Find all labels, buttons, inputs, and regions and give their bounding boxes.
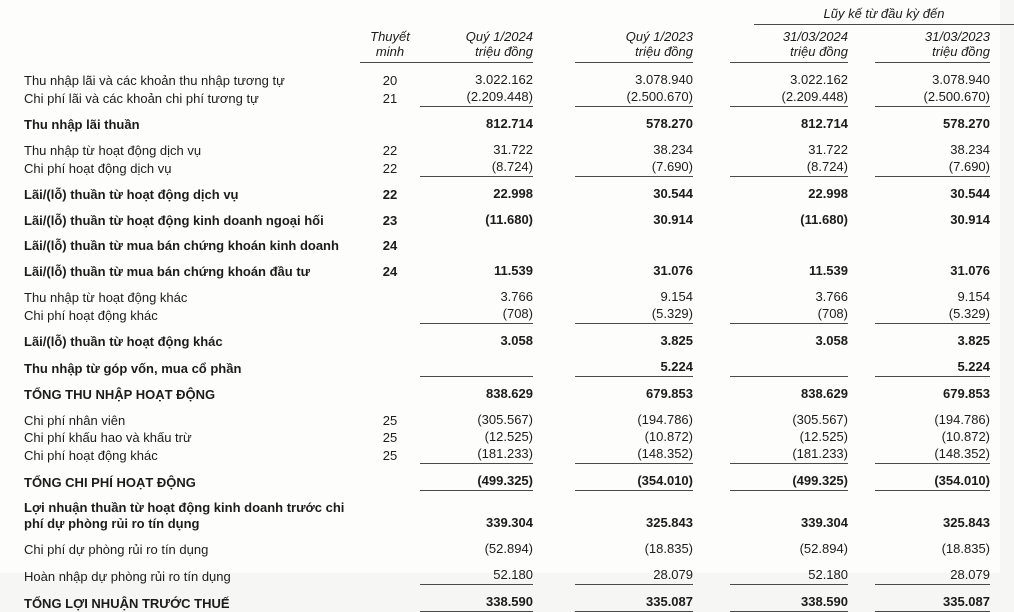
table-row bbox=[24, 386, 990, 403]
row-value-31-03-2023: 30.914 bbox=[950, 212, 990, 227]
table-row bbox=[24, 446, 990, 464]
row-note: 25 bbox=[382, 430, 398, 445]
row-value-31-03-2024: (12.525) bbox=[799, 429, 848, 444]
row-value-31-03-2024: 339.304 bbox=[801, 515, 848, 530]
table-row bbox=[24, 116, 990, 133]
row-value-q1-2024 bbox=[420, 375, 533, 377]
table-row bbox=[24, 359, 990, 377]
row-label: Lãi/(lỗ) thuần từ mua bán chứng khoán đầu tư bbox=[24, 264, 311, 279]
row-value-q1-2023 bbox=[575, 253, 693, 254]
row-value-31-03-2024: (2.209.448) bbox=[730, 89, 848, 107]
row-note: 25 bbox=[382, 448, 398, 463]
row-value-31-03-2024: 3.766 bbox=[815, 289, 848, 304]
row-value-31-03-2024: 52.180 bbox=[730, 567, 848, 585]
row-value-31-03-2024: 812.714 bbox=[801, 116, 848, 131]
row-label: TỔNG LỢI NHUẬN TRƯỚC THUẾ bbox=[24, 596, 230, 611]
row-label: Thu nhập từ hoạt động dịch vụ bbox=[24, 143, 202, 158]
row-note: 20 bbox=[382, 73, 398, 88]
column-unit: triệu đồng bbox=[475, 44, 533, 59]
row-note: 22 bbox=[382, 143, 398, 158]
table-row bbox=[24, 72, 990, 89]
row-value-31-03-2024: 3.022.162 bbox=[790, 72, 848, 87]
row-label: Thu nhập lãi thuần bbox=[24, 117, 140, 132]
row-value-31-03-2024: (499.325) bbox=[730, 473, 848, 491]
table-row bbox=[24, 500, 990, 532]
row-value-q1-2023: (194.786) bbox=[637, 412, 693, 427]
column-title: Quý 1/2023 bbox=[625, 29, 693, 44]
row-label: Lãi/(lỗ) thuần từ hoạt động khác bbox=[24, 334, 223, 349]
row-value-31-03-2023: 325.843 bbox=[943, 515, 990, 530]
row-note: 21 bbox=[382, 91, 398, 106]
row-value-q1-2024: 339.304 bbox=[486, 515, 533, 530]
table-row bbox=[24, 212, 990, 229]
row-value-q1-2023: 30.544 bbox=[653, 186, 693, 201]
row-value-31-03-2024 bbox=[730, 253, 848, 254]
row-value-31-03-2023: (2.500.670) bbox=[875, 89, 990, 107]
row-label: Thu nhập lãi và các khoản thu nhập tương tự bbox=[24, 73, 285, 88]
row-value-q1-2024: (52.894) bbox=[484, 541, 533, 556]
row-value-31-03-2024: 22.998 bbox=[808, 186, 848, 201]
row-value-31-03-2024: (708) bbox=[730, 306, 848, 324]
row-label: Chi phí nhân viên bbox=[24, 413, 126, 428]
table-row bbox=[24, 159, 990, 177]
row-value-q1-2024: (11.680) bbox=[485, 212, 533, 227]
header-spacer bbox=[24, 6, 754, 25]
row-note: 25 bbox=[382, 413, 398, 428]
table-row bbox=[24, 238, 990, 254]
row-note: 24 bbox=[382, 264, 398, 279]
row-label: Chi phí hoạt động dịch vụ bbox=[24, 161, 172, 176]
row-value-q1-2023: (10.872) bbox=[644, 429, 693, 444]
row-value-q1-2023: 3.825 bbox=[660, 333, 693, 348]
row-value-31-03-2024: (8.724) bbox=[730, 159, 848, 177]
row-label: Chi phí khấu hao và khấu trừ bbox=[24, 430, 192, 445]
row-value-q1-2024: (708) bbox=[420, 306, 533, 324]
row-label: Chi phí dự phòng rủi ro tín dụng bbox=[24, 542, 209, 557]
row-value-q1-2023: (18.835) bbox=[644, 541, 693, 556]
row-value-31-03-2024: (11.680) bbox=[800, 212, 848, 227]
row-value-q1-2024: 338.590 bbox=[420, 594, 533, 612]
row-label: Lãi/(lỗ) thuần từ hoạt động dịch vụ bbox=[24, 187, 239, 202]
column-title: 31/03/2024 bbox=[782, 29, 848, 44]
table-row bbox=[24, 541, 990, 558]
row-value-31-03-2023: 31.076 bbox=[950, 263, 990, 278]
table-row bbox=[24, 429, 990, 446]
column-header-q1-2023 bbox=[575, 29, 693, 63]
row-label: Chi phí hoạt động khác bbox=[24, 308, 158, 323]
row-value-q1-2024: 52.180 bbox=[420, 567, 533, 585]
table-row bbox=[24, 89, 990, 107]
row-value-31-03-2023: 28.079 bbox=[875, 567, 990, 585]
row-value-q1-2024: 838.629 bbox=[486, 386, 533, 401]
table-row bbox=[24, 306, 990, 324]
row-value-q1-2023: (5.329) bbox=[575, 306, 693, 324]
row-label: Chi phí lãi và các khoản chi phí tương tự bbox=[24, 91, 259, 106]
column-title: Quý 1/2024 bbox=[465, 29, 533, 44]
row-value-q1-2023: 38.234 bbox=[653, 142, 693, 157]
row-value-31-03-2023: (194.786) bbox=[934, 412, 990, 427]
row-label: Thu nhập từ góp vốn, mua cổ phần bbox=[24, 361, 242, 376]
row-value-31-03-2023: 335.087 bbox=[875, 594, 990, 612]
row-value-q1-2023: (7.690) bbox=[575, 159, 693, 177]
row-value-31-03-2023: (18.835) bbox=[941, 541, 990, 556]
row-value-q1-2024: (305.567) bbox=[477, 412, 533, 427]
row-value-q1-2024: 812.714 bbox=[486, 116, 533, 131]
table-row bbox=[24, 186, 990, 203]
row-label: Lợi nhuận thuần từ hoạt động kinh doanh trước chi phí dự phòng rủi ro tín dụng bbox=[24, 500, 345, 531]
row-value-q1-2023: 30.914 bbox=[653, 212, 693, 227]
column-unit: triệu đồng bbox=[932, 44, 990, 59]
table-row bbox=[24, 594, 990, 612]
row-label: Lãi/(lỗ) thuần từ mua bán chứng khoán kinh doanh bbox=[24, 238, 339, 253]
row-label: Hoàn nhập dự phòng rủi ro tín dụng bbox=[24, 569, 231, 584]
row-value-q1-2023: (354.010) bbox=[575, 473, 693, 491]
row-value-31-03-2023: 5.224 bbox=[875, 359, 990, 377]
row-value-q1-2023: 325.843 bbox=[646, 515, 693, 530]
row-value-31-03-2023: 30.544 bbox=[950, 186, 990, 201]
row-value-31-03-2024: 3.058 bbox=[815, 333, 848, 348]
row-note: 22 bbox=[382, 187, 398, 202]
row-value-31-03-2023: (354.010) bbox=[875, 473, 990, 491]
row-value-q1-2023: 5.224 bbox=[575, 359, 693, 377]
row-value-q1-2023: 578.270 bbox=[646, 116, 693, 131]
row-value-31-03-2023: 38.234 bbox=[950, 142, 990, 157]
row-value-q1-2024: (181.233) bbox=[420, 446, 533, 464]
table-body bbox=[24, 72, 990, 612]
row-value-31-03-2023: (148.352) bbox=[875, 446, 990, 464]
row-value-q1-2023: 28.079 bbox=[575, 567, 693, 585]
row-value-31-03-2023: 3.825 bbox=[957, 333, 990, 348]
row-value-q1-2023: 3.078.940 bbox=[635, 72, 693, 87]
row-label: Chi phí hoạt động khác bbox=[24, 448, 158, 463]
table-row bbox=[24, 333, 990, 350]
row-value-q1-2024: (8.724) bbox=[420, 159, 533, 177]
table-row bbox=[24, 567, 990, 585]
row-value-31-03-2024: 11.539 bbox=[808, 263, 848, 278]
row-value-q1-2024: 11.539 bbox=[493, 263, 533, 278]
row-note: 22 bbox=[382, 161, 398, 176]
row-value-31-03-2024: (52.894) bbox=[799, 541, 848, 556]
row-value-q1-2023: 31.076 bbox=[653, 263, 693, 278]
column-unit: triệu đồng bbox=[635, 44, 693, 59]
row-value-q1-2023: 679.853 bbox=[646, 386, 693, 401]
cumulative-group-header: Lũy kế từ đầu kỳ đến bbox=[754, 6, 1014, 25]
column-header-31-03-2024 bbox=[730, 29, 848, 63]
row-note: 24 bbox=[382, 238, 398, 253]
column-header-31-03-2023 bbox=[875, 29, 990, 63]
row-value-q1-2024: 3.058 bbox=[500, 333, 533, 348]
row-value-31-03-2023: 9.154 bbox=[957, 289, 990, 304]
notes-column-header: Thuyết minh bbox=[360, 29, 420, 63]
column-header-q1-2024 bbox=[420, 29, 533, 63]
row-value-31-03-2024: (305.567) bbox=[792, 412, 848, 427]
table-row bbox=[24, 412, 990, 429]
table-header-group-row bbox=[24, 6, 990, 25]
row-value-31-03-2023 bbox=[875, 253, 990, 254]
row-value-q1-2024: (2.209.448) bbox=[420, 89, 533, 107]
row-label: TỔNG CHI PHÍ HOẠT ĐỘNG bbox=[24, 475, 196, 490]
column-title: 31/03/2023 bbox=[924, 29, 990, 44]
row-label: TỔNG THU NHẬP HOẠT ĐỘNG bbox=[24, 387, 216, 402]
row-note: 23 bbox=[382, 213, 398, 228]
row-value-q1-2024: 22.998 bbox=[493, 186, 533, 201]
row-value-q1-2024 bbox=[420, 253, 533, 254]
row-value-q1-2024: 3.766 bbox=[500, 289, 533, 304]
row-value-31-03-2023: (5.329) bbox=[875, 306, 990, 324]
row-value-31-03-2023: 578.270 bbox=[943, 116, 990, 131]
row-value-q1-2024: 31.722 bbox=[493, 142, 533, 157]
row-value-31-03-2023: 679.853 bbox=[943, 386, 990, 401]
row-value-31-03-2023: (10.872) bbox=[941, 429, 990, 444]
table-row bbox=[24, 263, 990, 280]
row-value-q1-2024: 3.022.162 bbox=[475, 72, 533, 87]
table-row bbox=[24, 289, 990, 306]
row-label: Thu nhập từ hoạt động khác bbox=[24, 290, 188, 305]
row-label: Lãi/(lỗ) thuần từ hoạt động kinh doanh ngoại hối bbox=[24, 213, 324, 228]
row-value-31-03-2023: 3.078.940 bbox=[932, 72, 990, 87]
row-value-31-03-2024: 31.722 bbox=[808, 142, 848, 157]
table-row bbox=[24, 473, 990, 491]
row-value-31-03-2023: (7.690) bbox=[875, 159, 990, 177]
row-value-31-03-2024: 338.590 bbox=[730, 594, 848, 612]
row-value-q1-2024: (12.525) bbox=[484, 429, 533, 444]
table-header-row bbox=[24, 29, 990, 63]
row-value-q1-2023: 335.087 bbox=[575, 594, 693, 612]
row-value-q1-2023: 9.154 bbox=[660, 289, 693, 304]
row-value-q1-2024: (499.325) bbox=[420, 473, 533, 491]
table-row bbox=[24, 142, 990, 159]
row-value-31-03-2024: (181.233) bbox=[730, 446, 848, 464]
row-value-q1-2023: (148.352) bbox=[575, 446, 693, 464]
column-unit: triệu đồng bbox=[790, 44, 848, 59]
row-value-q1-2023: (2.500.670) bbox=[575, 89, 693, 107]
row-value-31-03-2024: 838.629 bbox=[801, 386, 848, 401]
row-value-31-03-2024 bbox=[730, 375, 848, 377]
